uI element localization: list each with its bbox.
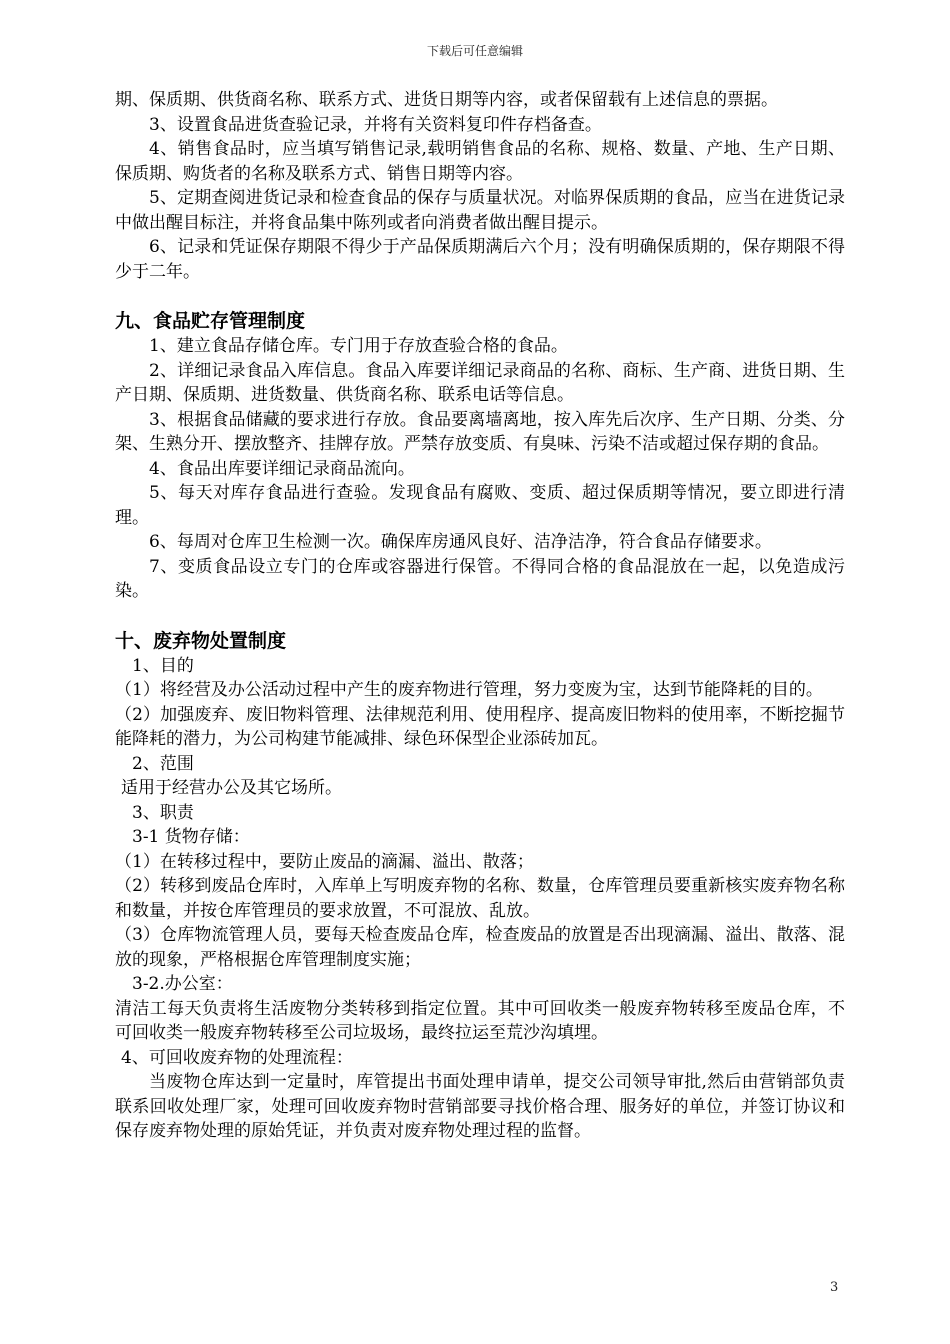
process-text: 当废物仓库达到一定量时，库管提出书面处理申请单，提交公司领导审批,然后由营销部负责联系回收处理厂家，处理可回收废弃物时营销部要寻找价格合理、服务好的单位，并签订协议和保存废弃物处理的原始凭证，并负责对废弃物处理过程的监督。 — [115, 1072, 845, 1141]
section-9-item-7: 7、变质食品设立专门的仓库或容器进行保管。不得同合格的食品混放在一起，以免造成污染。 — [115, 556, 845, 601]
storage-label: 3-1 货物存储： — [132, 827, 250, 847]
section-9-item-5: 5、每天对库存食品进行查验。发现食品有腐败、变质、超过保质期等情况，要立即进行清理。 — [115, 483, 845, 528]
section-9-item-4: 4、食品出库要详细记录商品流向。 — [149, 458, 415, 479]
purpose-label: 1、目的 — [132, 655, 194, 676]
page-header: 下载后可任意编辑 — [426, 44, 523, 58]
intro-item-4: 4、销售食品时，应当填写销售记录,载明销售食品的名称、规格、数量、产地、生产日期、保质期、购货者的名称及联系方式、销售日期等内容。 — [115, 139, 845, 184]
document-body — [115, 88, 845, 1144]
purpose-item-2: （2）加强废弃、废旧物料管理、法律规范利用、使用程序、提高废旧物料的使用率，不断挖掘节能降耗的潜力，为公司构建节能减排、绿色环保型企业添砖加瓦。 — [115, 704, 845, 749]
section-9-item-1: 1、建立食品存储仓库。专门用于存放查验合格的食品。 — [149, 336, 568, 356]
scope-text: 适用于经营办公及其它场所。 — [121, 778, 342, 798]
intro-continuation: 期、保质期、供货商名称、联系方式、进货日期等内容，或者保留载有上述信息的票据。 — [115, 90, 778, 110]
process-label: 4、可回收废弃物的处理流程： — [121, 1047, 353, 1068]
scope-label: 2、范围 — [132, 753, 194, 774]
intro-item-3: 3、设置食品进货查验记录，并将有关资料复印件存档备查。 — [149, 114, 602, 135]
section-10-heading: 十、废弃物处置制度 — [115, 629, 287, 652]
section-9-heading: 九、食品贮存管理制度 — [115, 310, 306, 332]
section-9-item-6: 6、每周对仓库卫生检测一次。确保库房通风良好、洁净洁净，符合食品存储要求。 — [149, 532, 772, 552]
office-label: 3-2.办公室： — [132, 974, 233, 994]
purpose-item-1: （1）将经营及办公活动过程中产生的废弃物进行管理，努力变废为宝，达到节能降耗的目的。 — [115, 680, 823, 700]
duty-label: 3、职责 — [132, 802, 194, 823]
intro-item-5: 5、定期查阅进货记录和检查食品的保存与质量状况。对临界保质期的食品，应当在进货记录中做出醒目标注，并将食品集中陈列或者向消费者做出醒目提示。 — [115, 188, 845, 233]
storage-item-1: （1）在转移过程中，要防止废品的滴漏、溢出、散落； — [115, 851, 534, 872]
storage-item-2: （2）转移到废品仓库时，入库单上写明废弃物的名称、数量，仓库管理员要重新核实废弃物名称和数量，并按仓库管理员的要求放置，不可混放、乱放。 — [115, 876, 845, 921]
intro-item-6: 6、记录和凭证保存期限不得少于产品保质期满后六个月；没有明确保质期的，保存期限不得少于二年。 — [115, 237, 845, 282]
section-9-item-3: 3、根据食品储藏的要求进行存放。食品要离墙离地，按入库先后次序、生产日期、分类、分架、生熟分开、摆放整齐、挂牌存放。严禁存放变质、有臭味、污染不洁或超过保存期的食品。 — [115, 409, 845, 454]
section-9-item-2: 2、详细记录食品入库信息。食品入库要详细记录商品的名称、商标、生产商、进货日期、生产日期、保质期、进货数量、供货商名称、联系电话等信息。 — [115, 360, 845, 405]
office-text: 清洁工每天负责将生活废物分类转移到指定位置。其中可回收类一般废弃物转移至废品仓库，不可回收类一般废弃物转移至公司垃圾场，最终拉运至荒沙沟填埋。 — [115, 998, 845, 1043]
page-number: 3 — [830, 1280, 839, 1295]
storage-item-3: （3）仓库物流管理人员，要每天检查废品仓库，检查废品的放置是否出现滴漏、溢出、散落、混放的现象，严格根据仓库管理制度实施； — [115, 925, 845, 970]
